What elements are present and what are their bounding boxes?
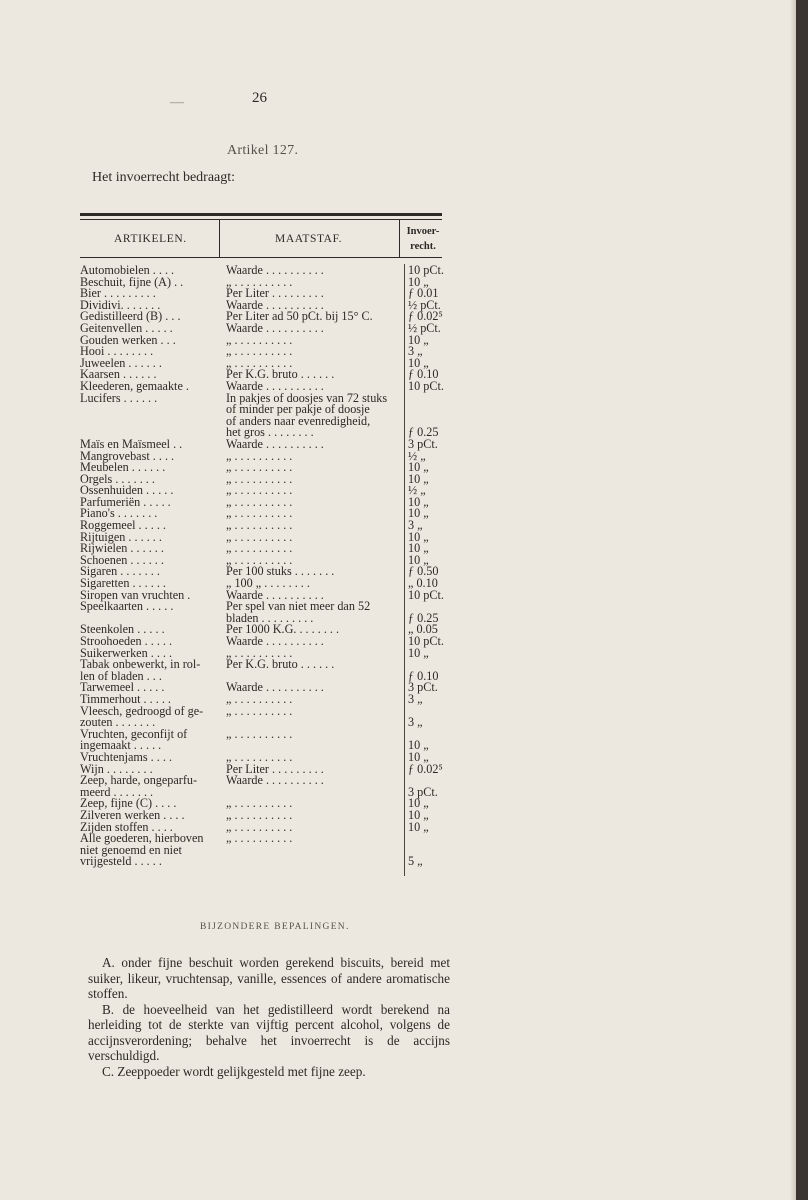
recht-cell: 10 „ bbox=[408, 645, 429, 660]
artikel-cell: Mangrovebast . . . . bbox=[80, 448, 175, 463]
recht-cell: 10 „ bbox=[408, 819, 429, 834]
artikel-cell: Parfumeriën . . . . . bbox=[80, 494, 171, 509]
maatstaf-cell: „ . . . . . . . . . . bbox=[226, 332, 293, 347]
intro-text: Het invoerrecht bedraagt: bbox=[92, 170, 236, 185]
artikel-cell: Steenkolen . . . . . bbox=[80, 622, 165, 637]
recht-cell: 3 „ bbox=[408, 344, 423, 359]
provision-note: A. onder fijne beschuit worden gerekend biscuits, bereid met suiker, likeur, vruchtensap, vanille, essences of andere aromatische stoffen. bbox=[88, 955, 450, 1001]
maatstaf-cell: „ 100 „ . . . . . . . . bbox=[226, 576, 310, 591]
recht-cell: 10 „ bbox=[408, 529, 429, 544]
maatstaf-cell: „ . . . . . . . . . . bbox=[226, 355, 293, 370]
artikel-cell: Orgels . . . . . . . bbox=[80, 471, 155, 486]
artikel-cell: Rijtuigen . . . . . . bbox=[80, 529, 162, 544]
recht-cell: 10 „ bbox=[408, 274, 429, 289]
maatstaf-cell: Waarde . . . . . . . . . . bbox=[226, 436, 324, 451]
artikel-cell: Roggemeel . . . . . bbox=[80, 518, 166, 533]
artikel-cell: Schoenen . . . . . . bbox=[80, 552, 164, 567]
maatstaf-cell: „ . . . . . . . . . . bbox=[226, 518, 293, 533]
maatstaf-cell: „ . . . . . . . . . . bbox=[226, 448, 293, 463]
recht-cell: 10 pCt. bbox=[408, 587, 444, 602]
special-provisions bbox=[88, 955, 450, 1079]
recht-cell: 10 „ bbox=[408, 332, 429, 347]
artikel-cell: Vruchtenjams . . . . bbox=[80, 749, 173, 764]
maatstaf-cell: „ . . . . . . . . . . bbox=[226, 819, 293, 834]
table-row bbox=[80, 726, 442, 753]
maatstaf-cell: Waarde . . . . . . . . . . bbox=[226, 587, 324, 602]
maatstaf-cell: Waarde . . . . . . . . . . bbox=[226, 680, 324, 695]
recht-cell: 3 pCt. bbox=[408, 680, 438, 695]
artikel-cell: Zijden stoffen . . . . bbox=[80, 819, 173, 834]
recht-cell: ƒ 0.25 bbox=[408, 610, 439, 625]
page-edge bbox=[796, 0, 808, 1200]
recht-cell: 10 „ bbox=[408, 494, 429, 509]
recht-cell: 10 „ bbox=[408, 460, 429, 475]
maatstaf-cell: „ . . . . . . . . . . bbox=[226, 749, 293, 764]
table-row bbox=[80, 703, 442, 730]
header-divider bbox=[219, 219, 220, 257]
recht-cell: ƒ 0.50 bbox=[408, 564, 439, 579]
artikel-cell: Speelkaarten . . . . . bbox=[80, 599, 174, 614]
maatstaf-cell: „ . . . . . . . . . . bbox=[226, 703, 293, 718]
maatstaf-cell: Waarde . . . . . . . . . . bbox=[226, 320, 324, 335]
maatstaf-cell: Per spel van niet meer dan 52 bladen . . . . . . . . . bbox=[226, 599, 371, 625]
artikel-cell: Juweelen . . . . . . bbox=[80, 355, 162, 370]
recht-cell: 5 „ bbox=[408, 854, 423, 869]
maatstaf-cell: „ . . . . . . . . . . bbox=[226, 541, 293, 556]
column-header-artikelen: ARTIKELEN. bbox=[114, 233, 187, 245]
page-number: 26 bbox=[252, 90, 267, 106]
maatstaf-cell: „ . . . . . . . . . . bbox=[226, 726, 293, 741]
artikel-cell: Zeep, harde, ongeparfu- meerd . . . . . . . bbox=[80, 773, 198, 799]
article-title: Artikel 127. bbox=[227, 143, 299, 158]
maatstaf-cell: Per 100 stuks . . . . . . . bbox=[226, 564, 335, 579]
recht-cell: 10 „ bbox=[408, 552, 429, 567]
recht-cell: 3 „ bbox=[408, 518, 423, 533]
table-top-rule bbox=[80, 213, 442, 216]
recht-cell: 10 „ bbox=[408, 807, 429, 822]
artikel-cell: Siropen van vruchten . bbox=[80, 587, 191, 602]
recht-cell: 10 pCt. bbox=[408, 634, 444, 648]
artikel-cell: Vruchten, geconfijt of ingemaakt . . . . . bbox=[80, 726, 188, 753]
table-row bbox=[80, 601, 442, 624]
table-row bbox=[80, 390, 442, 440]
maatstaf-cell: „ . . . . . . . . . . bbox=[226, 807, 293, 822]
maatstaf-cell: „ . . . . . . . . . . bbox=[226, 552, 293, 567]
maatstaf-cell: Waarde . . . . . . . . . . bbox=[226, 297, 324, 312]
recht-cell: 3 „ bbox=[408, 691, 423, 706]
recht-cell: 10 „ bbox=[408, 738, 429, 753]
maatstaf-cell: „ . . . . . . . . . . bbox=[226, 460, 293, 475]
artikel-cell: Dividivi. . . . . . . bbox=[80, 297, 161, 312]
maatstaf-cell: „ . . . . . . . . . . bbox=[226, 274, 293, 289]
recht-cell: 10 „ bbox=[408, 506, 429, 521]
artikel-cell: Piano's . . . . . . . bbox=[80, 506, 158, 521]
recht-cell: „ 0.05 bbox=[408, 622, 438, 637]
artikel-cell: Wijn . . . . . . . . bbox=[80, 761, 153, 776]
artikel-cell: Alle goederen, hierboven niet genoemd en niet vrijgesteld . . . . . bbox=[80, 831, 204, 869]
recht-cell: 10 „ bbox=[408, 749, 429, 764]
artikel-cell: Gouden werken . . . bbox=[80, 332, 176, 347]
maatstaf-cell: „ . . . . . . . . . . bbox=[226, 344, 293, 359]
artikel-cell: Tarwemeel . . . . . bbox=[80, 680, 165, 695]
artikel-cell: Tabak onbewerkt, in rol- len of bladen . . . bbox=[80, 657, 201, 683]
maatstaf-cell: „ . . . . . . . . . . bbox=[226, 691, 293, 706]
recht-cell: ƒ 0.02⁵ bbox=[408, 761, 443, 776]
maatstaf-cell: Waarde . . . . . . . . . . bbox=[226, 634, 324, 648]
table-header-rule bbox=[80, 257, 442, 258]
artikel-cell: Zilveren werken . . . . bbox=[80, 807, 185, 822]
recht-cell: ƒ 0.10 bbox=[408, 367, 439, 382]
table-row bbox=[80, 659, 442, 682]
recht-cell: ½ pCt. bbox=[408, 320, 441, 335]
artikel-cell: Rijwielen . . . . . . bbox=[80, 541, 164, 556]
maatstaf-cell: „ . . . . . . . . . . bbox=[226, 494, 293, 509]
recht-cell: ƒ 0.10 bbox=[408, 668, 439, 683]
artikel-cell: Suikerwerken . . . . bbox=[80, 645, 173, 660]
artikel-cell: Ossenhuiden . . . . . bbox=[80, 483, 174, 498]
provision-note: C. Zeeppoeder wordt gelijkgesteld met fijne zeep. bbox=[102, 1063, 366, 1079]
artikel-cell: Hooi . . . . . . . . bbox=[80, 344, 154, 359]
maatstaf-cell: Waarde . . . . . . . . . . bbox=[226, 263, 324, 277]
recht-cell: ½ „ bbox=[408, 448, 426, 463]
recht-cell: 3 pCt. bbox=[408, 436, 438, 451]
artikel-cell: Maïs en Maïsmeel . . bbox=[80, 436, 183, 451]
maatstaf-cell: „ . . . . . . . . . . bbox=[226, 483, 293, 498]
maatstaf-cell: „ . . . . . . . . . . bbox=[226, 831, 293, 846]
artikel-cell: Geitenvellen . . . . . bbox=[80, 320, 173, 335]
maatstaf-cell: Per K.G. bruto . . . . . . bbox=[226, 367, 335, 382]
maatstaf-cell: „ . . . . . . . . . . bbox=[226, 796, 293, 811]
recht-cell: 10 „ bbox=[408, 541, 429, 556]
recht-cell: 10 „ bbox=[408, 796, 429, 811]
header-divider bbox=[399, 219, 400, 257]
artikel-cell: Stroohoeden . . . . . bbox=[80, 634, 173, 648]
artikel-cell: Bier . . . . . . . . . bbox=[80, 286, 156, 301]
provision-note: B. de hoeveelheid van het gedistilleerd wordt berekend na herleiding tot de sterkte van vijftig percent alcohol, volgens de accijnsverordening; behalve het invoerrecht is de accijns verschuldigd. bbox=[88, 1001, 450, 1063]
maatstaf-cell: Waarde . . . . . . . . . . bbox=[226, 773, 324, 788]
recht-cell: 10 pCt. bbox=[408, 263, 444, 277]
maatstaf-cell: Waarde . . . . . . . . . . bbox=[226, 378, 324, 393]
table-row bbox=[80, 833, 442, 868]
recht-cell: ½ „ bbox=[408, 483, 426, 498]
recht-cell: 3 „ bbox=[408, 715, 423, 730]
artikel-cell: Lucifers . . . . . . bbox=[80, 390, 158, 405]
artikel-cell: Meubelen . . . . . . bbox=[80, 460, 166, 475]
column-header-maatstaf: MAATSTAF. bbox=[275, 233, 343, 245]
column-header-invoerrecht: Invoer- recht. bbox=[406, 226, 440, 252]
artikel-cell: Gedistilleerd (B) . . . bbox=[80, 309, 181, 324]
maatstaf-cell: „ . . . . . . . . . . bbox=[226, 645, 293, 660]
artikel-cell: Zeep, fijne (C) . . . . bbox=[80, 796, 177, 811]
maatstaf-cell: Per Liter ad 50 pCt. bij 15° C. bbox=[226, 309, 373, 324]
artikel-cell: Vleesch, gedroogd of ge- zouten . . . . . . . bbox=[80, 703, 204, 730]
maatstaf-cell: „ . . . . . . . . . . bbox=[226, 471, 293, 486]
section-title: BIJZONDERE BEPALINGEN. bbox=[200, 922, 350, 932]
maatstaf-cell: Per K.G. bruto . . . . . . bbox=[226, 657, 335, 672]
recht-cell: 10 „ bbox=[408, 471, 429, 486]
recht-cell: 3 pCt. bbox=[408, 784, 438, 799]
recht-cell: ƒ 0.02⁵ bbox=[408, 309, 443, 324]
maatstaf-cell: Per Liter . . . . . . . . . bbox=[226, 286, 324, 301]
tariff-table bbox=[80, 265, 442, 868]
artikel-cell: Kaarsen . . . . . . bbox=[80, 367, 157, 382]
artikel-cell: Sigaren . . . . . . . bbox=[80, 564, 160, 579]
recht-cell: ½ pCt. bbox=[408, 297, 441, 312]
table-top-rule-thin bbox=[80, 219, 442, 220]
artikel-cell: Automobielen . . . . bbox=[80, 263, 175, 277]
maatstaf-cell: In pakjes of doosjes van 72 stuks of minder per pakje of doosje of anders naar evenredigheid, het gros . . . . . . . . bbox=[226, 390, 388, 440]
recht-cell: 10 pCt. bbox=[408, 378, 444, 393]
recht-cell: ƒ 0.01 bbox=[408, 286, 439, 301]
recht-cell: „ 0.10 bbox=[408, 576, 438, 591]
header-dash: — bbox=[170, 95, 184, 110]
maatstaf-cell: „ . . . . . . . . . . bbox=[226, 529, 293, 544]
maatstaf-cell: „ . . . . . . . . . . bbox=[226, 506, 293, 521]
maatstaf-cell: Per Liter . . . . . . . . . bbox=[226, 761, 324, 776]
recht-cell: ƒ 0.25 bbox=[408, 425, 439, 440]
artikel-cell: Sigaretten . . . . . . bbox=[80, 576, 166, 591]
recht-cell: 10 „ bbox=[408, 355, 429, 370]
artikel-cell: Timmerhout . . . . . bbox=[80, 691, 171, 706]
table-row bbox=[80, 775, 442, 798]
maatstaf-cell: Per 1000 K.G. . . . . . . . bbox=[226, 622, 340, 637]
artikel-cell: Beschuit, fijne (A) . . bbox=[80, 274, 184, 289]
artikel-cell: Kleederen, gemaakte . bbox=[80, 378, 189, 393]
